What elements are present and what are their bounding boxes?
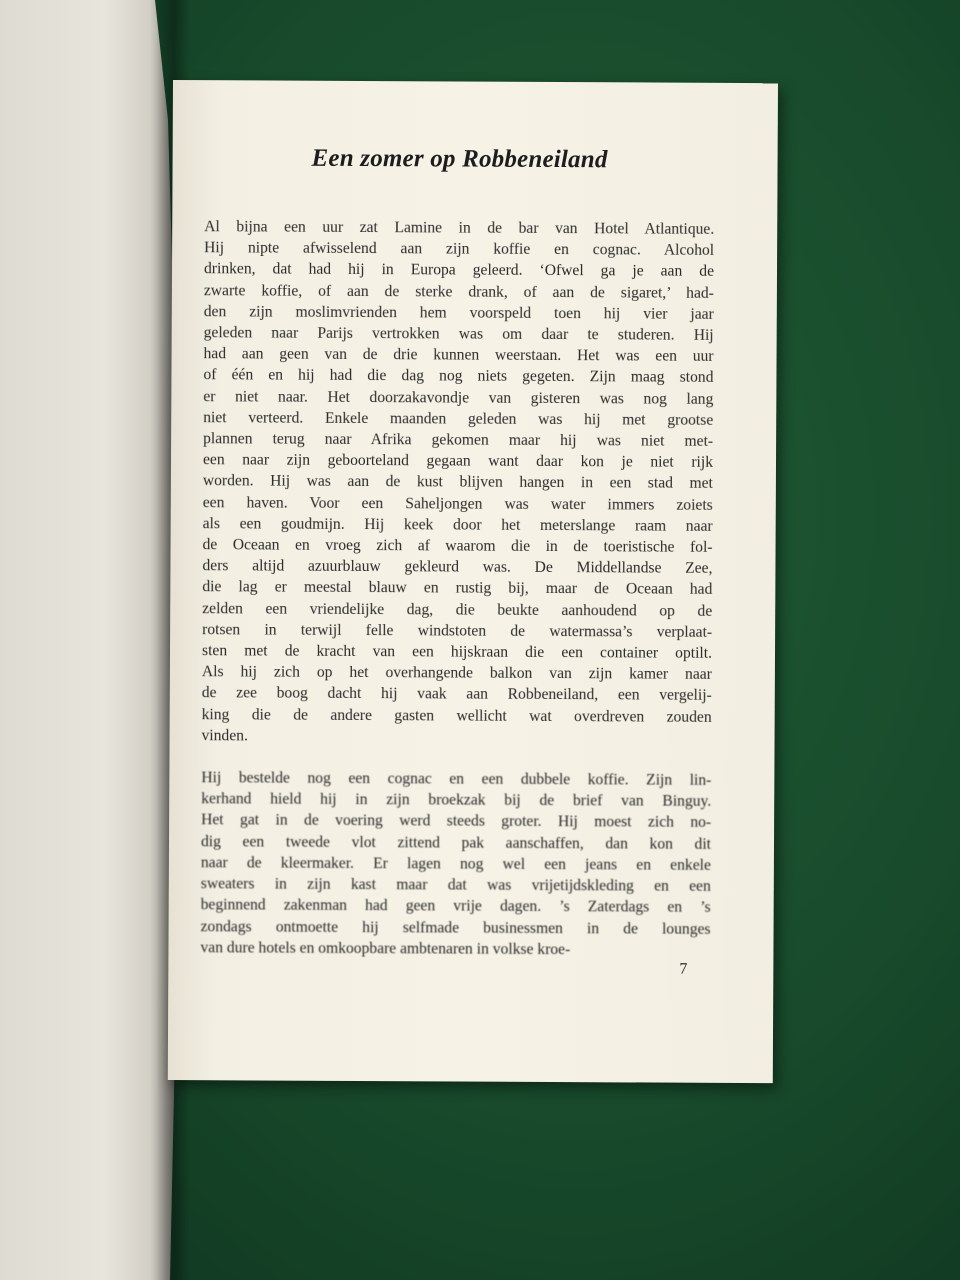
text-line: den zijn moslimvrienden hem voorspeld toen hij vier jaar — [203, 302, 714, 323]
page-number: 7 — [679, 960, 688, 978]
text-line: Als hij zich op het overhangende balkon van zijn kamer naar — [201, 663, 712, 684]
text-line: ders altijd azuurblauw gekleurd was. De Middellandse Zee, — [202, 557, 713, 578]
text-line: worden. Hij was aan de kust blijven hangen in een stad met — [202, 472, 713, 493]
text-line: beginnend zakenman had geen vrije dagen. ’s Zaterdags en ’s — [200, 896, 711, 917]
text-line: vinden. — [201, 727, 248, 745]
text-line: de zee boog dacht hij vaak aan Robbeneiland, een vergelij- — [201, 684, 712, 705]
text-line: er niet naar. Het doorzakavondje van gisteren was nog lang — [203, 387, 714, 408]
text-line: zelden een vriendelijke dag, die beukte aanhoudend op de — [202, 599, 713, 620]
text-line: plannen terug naar Afrika gekomen maar hij was niet met- — [203, 430, 714, 450]
paragraph-2 — [200, 767, 711, 960]
text-line: sweaters in zijn kast maar dat was vrijetijdskleding en een — [200, 875, 711, 895]
text-line: kerhand hield hij in zijn broekzak bij de brief van Binguy. — [201, 790, 712, 811]
text-line: de Oceaan en vroeg zich af waarom die in de toeristische fol- — [202, 536, 713, 556]
text-line: een haven. Voor een Saheljongen was water immers zoiets — [202, 493, 713, 514]
text-line: die lag er meestal blauw en rustig bij, maar de Oceaan had — [202, 578, 713, 599]
text-line: had aan geen van de drie kunnen weerstaan. Het was een uur — [203, 345, 714, 366]
text-line: dig een tweede vlot zittend pak aanschaffen, dan kon dit — [200, 832, 712, 853]
text-line: Het gat in de voering werd steeds groter. Hij moest zich no- — [201, 811, 712, 832]
text-line: van dure hotels en omkoopbare ambtenaren in volkse kroe- — [200, 938, 571, 958]
text-line: king die de andere gasten wellicht wat overdreven zouden — [201, 705, 712, 726]
text-line: rotsen in terwijl felle windstoten de watermassa’s verplaat- — [202, 621, 713, 641]
text-line: als een goudmijn. Hij keek door het meterslange raam naar — [202, 515, 713, 535]
text-line: Al bijna een uur zat Lamine in de bar van Hotel Atlantique. — [204, 218, 715, 238]
text-line: sten met de kracht van een hijskraan die een container optilt. — [201, 642, 713, 662]
text-line: Hij nipte afwisselend aan zijn koffie en cognac. Alcohol — [204, 239, 715, 260]
book-page — [168, 80, 778, 1083]
text-line: drinken, dat had hij in Europa geleerd. ‘Ofwel ga je aan de — [203, 260, 715, 281]
text-line: naar de kleermaker. Er lagen nog wel een jeans en enkele — [200, 854, 711, 874]
text-line: of één en hij had die dag nog niets gegeten. Zijn maag stond — [203, 366, 714, 387]
text-line: zondags ontmoette hij selfmade businessmen in de lounges — [200, 917, 711, 938]
text-line: niet verteerd. Enkele maanden geleden was hij met grootse — [203, 408, 714, 429]
text-line: een naar zijn geboorteland gegaan want daar kon je niet rijk — [202, 451, 714, 472]
chapter-title: Een zomer op Robbeneiland — [311, 144, 608, 174]
page-text-block — [200, 144, 714, 961]
text-line: zwarte koffie, of aan de sterke drank, of aan de sigaret,’ had- — [203, 281, 714, 302]
paragraph-1 — [202, 216, 715, 749]
text-line: Hij bestelde nog een cognac en een dubbele koffie. Zijn lin- — [201, 769, 712, 789]
text-line: geleden naar Parijs vertrokken was om daar te studeren. Hij — [203, 324, 714, 344]
